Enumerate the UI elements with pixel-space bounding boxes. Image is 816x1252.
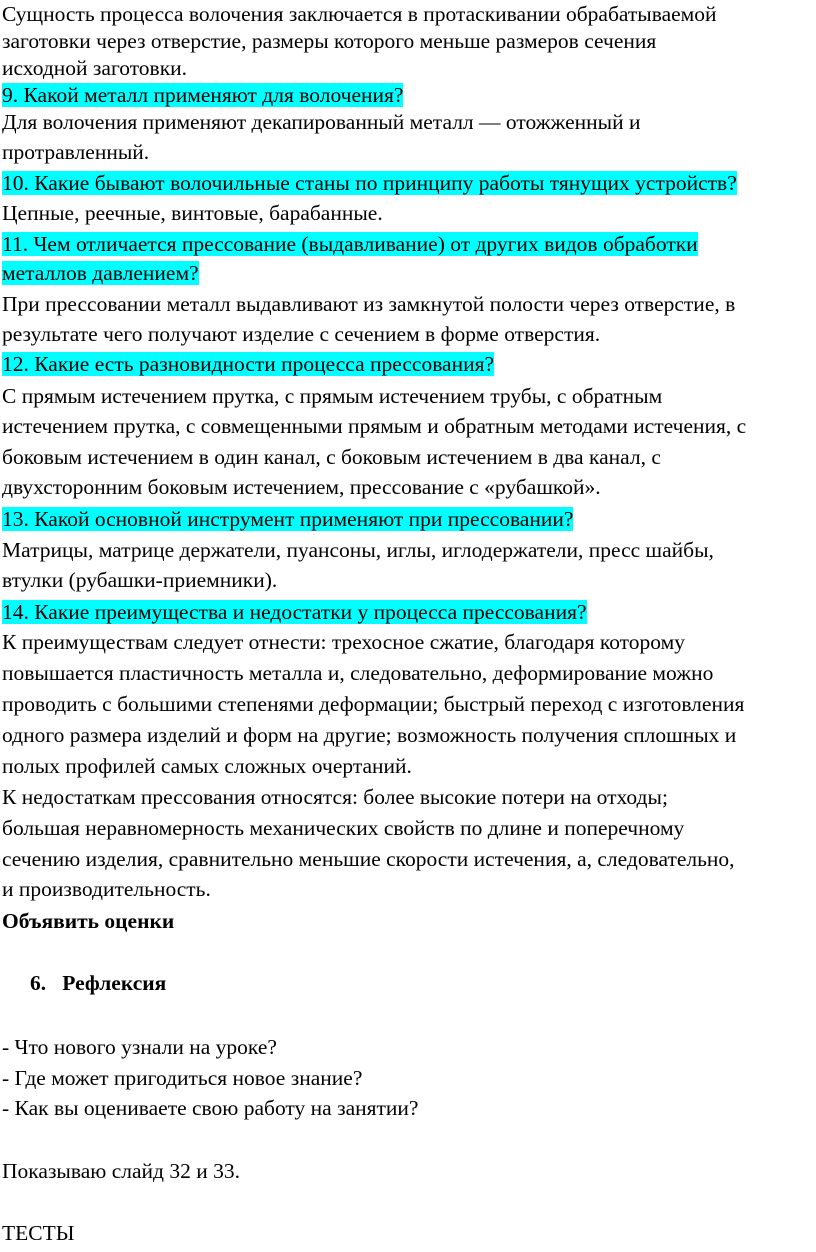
intro-line: исходной заготовки. <box>2 56 188 80</box>
answer-13-line: Матрицы, матрице держатели, пуансоны, иглы, иглодержатели, пресс шайбы, <box>2 538 714 562</box>
grades-heading: Объявить оценки <box>2 909 175 933</box>
answer-14-adv-line: проводить с большими степенями деформации; быстрый переход с изготовления <box>2 692 745 716</box>
answer-14-adv-line: К преимуществам следует отнести: трехосное сжатие, благодаря которому <box>2 630 685 654</box>
intro-line: заготовки через отверстие, размеры которого меньше размеров сечения <box>2 29 657 53</box>
question-9: 9. Какой металл применяют для волочения? <box>2 83 404 107</box>
answer-11-line: При прессовании металл выдавливают из замкнутой полости через отверстие, в <box>2 292 736 316</box>
question-13: 13. Какой основной инструмент применяют при прессовании? <box>2 507 574 531</box>
answer-12-line: С прямым истечением прутка, с прямым истечением трубы, с обратным <box>2 384 663 408</box>
tests-heading: ТЕСТЫ <box>2 1221 75 1245</box>
answer-14-dis-line: К недостаткам прессования относятся: более высокие потери на отходы; <box>2 785 668 809</box>
answer-10-line: Цепные, реечные, винтовые, барабанные. <box>2 201 383 225</box>
reflection-question: - Что нового узнали на уроке? <box>2 1035 277 1059</box>
intro-line: Сущность процесса волочения заключается в протаскивании обрабатываемой <box>2 2 717 26</box>
reflection-question: - Как вы оцениваете свою работу на занятии? <box>2 1096 419 1120</box>
question-14: 14. Какие преимущества и недостатки у процесса прессования? <box>2 600 587 624</box>
answer-9-line: Для волочения применяют декапированный металл — отожженный и <box>2 110 641 134</box>
reflection-question: - Где может пригодиться новое знание? <box>2 1066 363 1090</box>
answer-11-line: результате чего получают изделие с сечением в форме отверстия. <box>2 322 601 346</box>
answer-14-dis-line: и производительность. <box>2 877 211 901</box>
answer-14-adv-line: повышается пластичность металла и, следовательно, деформирование можно <box>2 661 714 685</box>
answer-12-line: истечением прутка, с совмещенными прямым и обратным методами истечения, с <box>2 414 747 438</box>
answer-14-adv-line: полых профилей самых сложных очертаний. <box>2 754 412 778</box>
question-10: 10. Какие бывают волочильные станы по принципу работы тянущих устройств? <box>2 171 737 195</box>
answer-13-line: втулки (рубашки-приемники). <box>2 568 278 592</box>
answer-14-dis-line: сечению изделия, сравнительно меньшие скорости истечения, а, следовательно, <box>2 847 735 871</box>
question-11-line: металлов давлением? <box>2 261 199 285</box>
answer-12-line: двухсторонним боковым истечением, прессование с «рубашкой». <box>2 475 601 499</box>
question-12: 12. Какие есть разновидности процесса прессования? <box>2 352 495 376</box>
slides-note: Показываю слайд 32 и 33. <box>2 1159 240 1183</box>
answer-14-adv-line: одного размера изделий и форм на другие; возможность получения сплошных и <box>2 723 737 747</box>
section-6-heading: 6. Рефлексия <box>30 971 167 995</box>
answer-12-line: боковым истечением в один канал, с боковым истечением в два канал, с <box>2 445 661 469</box>
question-11-line: 11. Чем отличается прессование (выдавливание) от других видов обработки <box>2 232 698 256</box>
answer-9-line: протравленный. <box>2 140 150 164</box>
answer-14-dis-line: большая неравномерность механических свойств по длине и поперечному <box>2 816 685 840</box>
